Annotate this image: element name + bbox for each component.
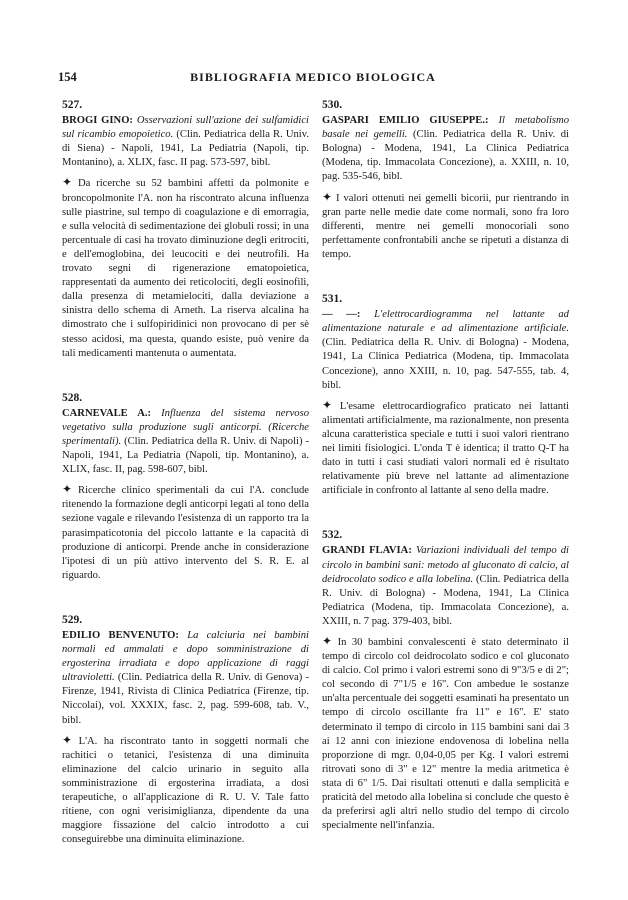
bullet-icon: ✦ [322, 397, 333, 412]
bullet-icon: ✦ [322, 634, 333, 648]
entry-author: BROGI GINO: [62, 115, 133, 127]
entry-author: GRANDI FLAVIA: [322, 545, 412, 557]
entry-number: 527. [62, 99, 83, 111]
entry-title: Influenza del sistema nervoso vegetativo sulla produzione sugli anticorpi. (Ricerche sperimentali). [62, 407, 310, 447]
entry-title: Variazioni individuali del tempo di circolo in bambini sani: metodo al gluconato di calcio, al deidrocolato sodico e alla lobelina. [322, 545, 569, 585]
abstract-text: I valori ottenuti nei gemelli bicorii, pur rientrando in gran parte nelle medie date come normali, sono fra loro differenti, mentre nei gemelli monocoriali sono perfettamente confrontabili anche se ripetuti a distanza di tempo. [322, 192, 569, 260]
entry-number: 528. [62, 391, 83, 404]
entry-author: EDILIO BENVENUTO: [62, 630, 179, 641]
entry-number: 530. [322, 99, 343, 111]
entry-528 [62, 391, 309, 583]
entry-527 [62, 98, 309, 361]
running-title: BIBLIOGRAFIA MEDICO BIOLOGICA [190, 70, 436, 84]
entry-reference [62, 114, 309, 170]
entry-number: 529. [62, 613, 83, 626]
entry-citation: (Clin. Pediatrica della R. Univ. di Bologna) - Modena, 1941, La Clinica Pediatrica (Modena, tip. Immacolata Concezione), anno XXIII, n. 10, pag. 547-555, tab. 4, bibl. [322, 337, 569, 391]
entry-530 [322, 98, 569, 262]
bullet-icon: ✦ [62, 482, 73, 497]
entry-citation: (Clin. Pediatrica della R. Univ. di Bologna) - Modena, 1941, La Clinica Pediatrica (Modena, tip. Immacolata Concezione), a. XXIII, n. 7 pag. 379-403, bibl. [322, 573, 569, 627]
entry-title: Osservazioni sull'azione dei sulfamidici sul ricambio emopoietico. [62, 115, 310, 141]
entry-abstract [62, 175, 309, 360]
entry-531 [322, 292, 569, 498]
abstract-text: In 30 bambini convalescenti è stato determinato il tempo di circolo col deidrocolato sodico e col gluconato di calcio. Col primo i valori estremi sono di 9"3/5 e di 2"; col secondo di 7"1/5 e 16". Con ambedue le sostanze un'alta percentuale dei soggetti esaminati ha presentato un tempo di circolo oscillante fra 11" e 16". E' stato determinato il tempo di circolo in 115 bambini sani dai 3 ai 12 anni con iniezione endovenosa di lobelina nella proporzione di mgr. 0,04-0,05 per Kg. I valori estremi ritrovati sono di 3" e 12" mentre la media aritmetica è stata di 6" 1/5. Dai risultati ottenuti e dalla semplicità e praticità del metodo alla lobelina si conclude che questo è da preferirsi agli altri nello studio del tempo di circolo specialmente nell'infanzia. [322, 637, 569, 832]
entry-title: L'elettrocardiogramma nel lattante ad alimentazione naturale e ad alimentazione artificiale. [322, 309, 569, 335]
bullet-icon: ✦ [62, 175, 73, 190]
entry-532 [322, 528, 569, 833]
left-column [62, 98, 309, 847]
entry-abstract [62, 733, 309, 848]
bullet-icon: ✦ [62, 732, 73, 747]
entry-reference [322, 308, 569, 393]
entry-abstract [322, 190, 569, 262]
entry-author: CARNEVALE A.: [62, 407, 152, 419]
entry-author: GASPARI EMILIO GIUSEPPE.: [322, 115, 489, 127]
page-header [58, 70, 568, 86]
abstract-text: Ricerche clinico sperimentali da cui l'A. conclude ritenendo la formazione degli anticorpi legati al tono della sezione vagale e rilevando l'esistenza di un rapporto tra la parasimpaticotonia del piccolo lattante e la capacità di produzione di anticorpi. Prende anche in considerazione l'ipotesi di un più attivo intervento del S. R. E. al riguardo. [62, 485, 309, 581]
entry-number: 532. [322, 529, 343, 542]
abstract-text: Da ricerche su 52 bambini affetti da polmonite e broncopolmonite l'A. non ha riscontrato alcuna influenza sulle piastrine, sul tempo di coagulazione e di emorragia, e sulla velocità di sedimentazione dei globuli rossi; in una percentuale di casi ha trovato diminuzione degli eritrociti, e dell'emoglobina, dei leucociti e dei neutrofili. Ha trovato segni di rigenerazione ematopoietica, rappresentati da aumento dei reticolociti, degli eosinofili, dalla presenza di metamielociti, dalla deviazione a sinistra dello schema di Arneth. La riserva alcalina ha dimostrato che i sulfopiridinici non provocano di per sè stesso acidosi, ma questa, quando esiste, può venire da tali medicamenti mantenuta o aumentata. [62, 178, 309, 359]
entry-author: — —: [322, 309, 361, 321]
entry-citation: (Clin. Pediatrica della R. Univ. di Genova) - Firenze, 1941, Rivista di Clinica Pediatrica (Firenze, tip. Niccolai), vol. XXXIX, fasc. 2, pag. 599-608, tab. V., bibl. [62, 672, 309, 726]
entry-citation: (Clin. Pediatrica della R. Univ. di Siena) - Napoli, 1941, La Pediatria (Napoli, tip. Montanino), a. XLIX, fasc. II pag. 573-597, bibl. [62, 129, 309, 169]
entry-reference [322, 544, 569, 629]
right-column [322, 98, 569, 833]
entry-citation: (Clin. Pediatrica della R. Univ. di Bologna) - Modena, 1941, La Clinica Pediatrica (Modena, tip. Immacolata Concezione), a. XXIII, n. 10, pag. 535-546, bibl. [322, 129, 569, 183]
entry-reference [322, 114, 569, 184]
entry-citation: (Clin. Pediatrica della R. Univ. di Napoli) - Napoli, 1941, La Pediatria (Napoli, tip. Montanino), a. XLIX, fasc. II, pag. 598-607, bibl. [62, 435, 309, 476]
bullet-icon: ✦ [322, 189, 333, 204]
page-number: 154 [58, 70, 77, 84]
entry-529 [62, 613, 309, 848]
entry-reference [62, 407, 309, 477]
entry-abstract [62, 482, 309, 583]
abstract-text: L'esame elettrocardiografico praticato nei lattanti alimentati artificialmente, ma razionalmente, non presenta alcuna caratteristica speciale e tutti i suoi valori rientrano nei limiti fisiologici. L'onda T è identica; il tratto Q-T ha dato in tutti i casi studiati valori normali ed è risultato relativamente più breve nel lattante ad alimentazione artificiale in confronto al lattante al seno della madre. [322, 400, 569, 497]
abstract-text: L'A. ha riscontrato tanto in soggetti normali che rachitici o tetanici, l'esistenza di una diminuita eliminazione del calcio urinario in seguito alla somministrazione di ergosterina irradiata, a dosi terapeutiche, o all'applicazione di R. U. V. Tale fatto ritiene, con ogni verisimiglianza, dipendente da una maggiore fissazione del calcio introdotto a cui conseguirebbe una diminuita eliminazione. [62, 735, 309, 846]
entry-abstract [322, 634, 569, 833]
entry-number: 531. [322, 293, 343, 306]
entry-abstract [322, 398, 569, 499]
entry-reference [62, 629, 309, 728]
entry-title: La calciuria nei bambini normali ed ammalati e dopo somministrazione di ergosterina irradiata e dopo applicazione di raggi ultravioletti. [62, 630, 309, 684]
entry-title: Il metabolismo basale nei gemelli. [322, 115, 569, 141]
